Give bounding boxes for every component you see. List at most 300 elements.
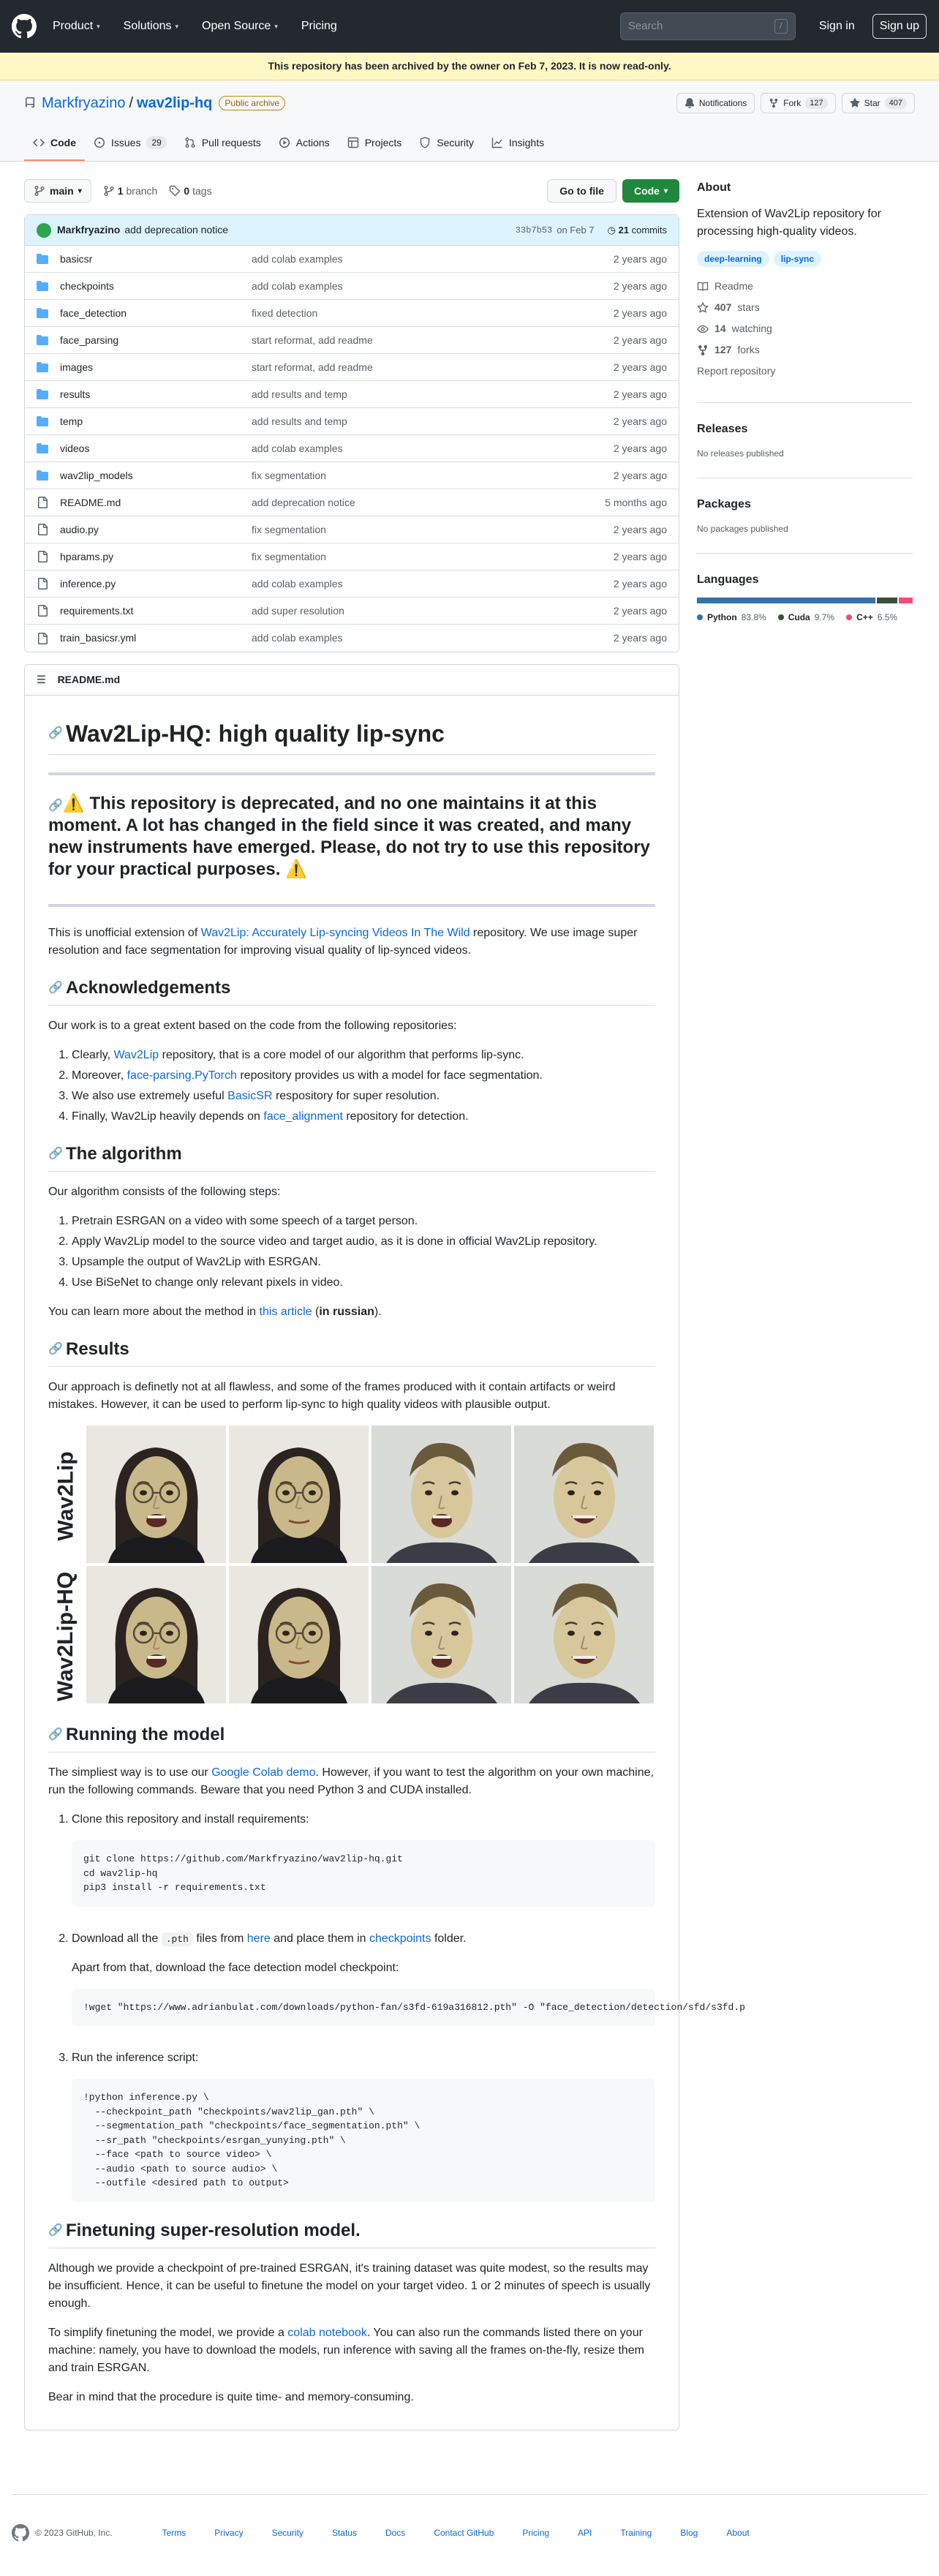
nav-product[interactable] xyxy=(53,18,100,35)
row-label-wav2lip-hq: Wav2Lip-HQ xyxy=(53,1571,78,1701)
releases-section xyxy=(697,421,913,478)
running-paragraph xyxy=(48,1764,655,1799)
file-name-link[interactable]: face_parsing xyxy=(60,334,119,346)
deprecation-text: ⚠️ This repository is deprecated, and no one maintains it at this moment. A lot has changed in the field since it was created, and many new instruments have emerged. Please, do not try to use this repository for your practical purposes. ⚠️ xyxy=(48,794,650,879)
text: Finally, Wav2Lip heavily depends on xyxy=(72,1110,264,1123)
table-row[interactable] xyxy=(25,381,679,408)
fork-icon xyxy=(697,344,709,356)
list-item xyxy=(72,1930,745,2027)
result-frame-image xyxy=(229,1426,369,1563)
list-item xyxy=(72,1088,655,1105)
text: Clearly, xyxy=(72,1049,114,1061)
list-item: 2. Apply Wav2Lip model to the source video and target audio, as it is done in official Wav2Lip repository. xyxy=(72,1233,655,1251)
table-row[interactable] xyxy=(25,408,679,435)
nav-pricing[interactable] xyxy=(301,18,337,35)
forks-link[interactable] xyxy=(697,342,913,358)
tab-code[interactable] xyxy=(24,126,85,161)
text: in russian xyxy=(319,1306,374,1318)
file-name-link[interactable]: wav2lip_models xyxy=(60,469,133,481)
repo-link[interactable]: Wav2Lip xyxy=(113,1049,159,1061)
text: . However, if you want to test the algorithm on your own machine, run the following commands. Beware that you need Python 3 and CUDA installed. xyxy=(48,1766,654,1796)
anchor-link-icon[interactable]: 🔗 xyxy=(48,1148,63,1160)
commit-sha[interactable]: 33b7b53 xyxy=(515,225,553,236)
stars-label: stars xyxy=(737,301,760,313)
file-name-link[interactable]: audio.py xyxy=(60,523,99,535)
run-steps xyxy=(48,1811,745,2202)
about-heading: About xyxy=(697,181,731,194)
intro-paragraph xyxy=(48,924,655,960)
repo-separator: / xyxy=(129,95,134,111)
language-item[interactable] xyxy=(778,611,834,624)
latest-commit xyxy=(25,215,679,246)
commit-message-link[interactable]: start reformat, add readme xyxy=(252,334,373,346)
list-item xyxy=(72,1047,655,1064)
tab-label: Code xyxy=(50,136,76,148)
file-list xyxy=(25,246,679,652)
star-label: Star xyxy=(864,98,880,108)
footer-link[interactable]: API xyxy=(578,2528,592,2538)
releases-heading[interactable]: Releases xyxy=(697,423,748,435)
colab-notebook-link[interactable]: colab notebook xyxy=(287,2326,367,2339)
row-labels xyxy=(48,1426,83,1706)
list-icon[interactable]: ☰ xyxy=(37,674,46,685)
stars-link[interactable] xyxy=(697,300,913,315)
file-name-link[interactable]: results xyxy=(60,388,91,400)
file-icon xyxy=(37,633,48,644)
chevron-down-icon: ▾ xyxy=(97,23,100,31)
fork-label: Fork xyxy=(783,98,802,108)
code-block[interactable]: !python inference.py \ --checkpoint_path "checkpoints/wav2lip_gan.pth" \ --segmentation_path "checkpoints/face_segmentation.pth" \ --sr_path "checkpoints/esrgan_yunying.pth" \ --face <path to source video> \ --audio <path to source audio> \ --outfile <desired path to output> xyxy=(72,2079,655,2202)
list-item xyxy=(72,2049,655,2202)
file-icon xyxy=(37,605,48,617)
row-label xyxy=(48,1566,83,1706)
topic-tag[interactable]: lip-sync xyxy=(774,251,821,267)
algorithm-heading xyxy=(48,1143,655,1172)
repo-title-row xyxy=(24,80,915,126)
text: respository for super resolution. xyxy=(272,1090,440,1102)
graph-icon xyxy=(491,137,503,148)
folder-icon xyxy=(37,442,48,454)
language-item[interactable] xyxy=(846,611,897,624)
code-button[interactable] xyxy=(622,179,679,203)
text: repository, that is a core model of our algorithm that performs lip-sync. xyxy=(159,1049,524,1061)
code-block[interactable]: !wget "https://www.adrianbulat.com/downloads/python-fan/s3fd-619a316812.pth" -O "face_detection/detection/sfd/s3fd.p xyxy=(72,1989,655,2027)
row-label-wav2lip: Wav2Lip xyxy=(53,1450,78,1541)
eye-icon xyxy=(697,323,709,335)
watching-link[interactable] xyxy=(697,321,913,336)
language-list xyxy=(697,611,913,624)
text: This is unofficial extension of xyxy=(48,927,201,939)
chevron-down-icon: ▾ xyxy=(663,187,668,195)
text: repository for detection. xyxy=(342,1110,469,1123)
tags-label: tags xyxy=(192,184,212,197)
search-input[interactable] xyxy=(620,12,796,40)
list-item xyxy=(72,1811,655,1907)
deprecation-notice xyxy=(48,793,655,886)
go-to-file-button[interactable]: Go to file xyxy=(547,179,616,203)
branch-icon xyxy=(103,185,115,197)
star-count: 407 xyxy=(885,97,907,110)
result-frame-image xyxy=(372,1566,511,1703)
branch-select-button[interactable] xyxy=(24,179,91,203)
search-placeholder: Search xyxy=(627,19,663,32)
divider xyxy=(48,904,655,907)
star-icon xyxy=(697,302,709,314)
anchor-link-icon[interactable]: 🔗 xyxy=(48,727,63,739)
header-right xyxy=(620,12,927,40)
list-item: 4. Use BiSeNet to change only relevant pixels in video. xyxy=(72,1274,655,1292)
footer-link[interactable]: Docs xyxy=(385,2528,406,2538)
file-name-link[interactable]: checkpoints xyxy=(60,279,114,292)
commit-count-label: commits xyxy=(631,224,667,236)
topics xyxy=(697,251,913,267)
file-icon xyxy=(37,551,48,562)
readme-filename[interactable]: README.md xyxy=(57,674,121,685)
file-age: 2 years ago xyxy=(613,604,667,617)
fork-button[interactable] xyxy=(761,93,835,113)
watching-count: 14 xyxy=(714,323,726,334)
footer-link[interactable]: Privacy xyxy=(214,2528,244,2538)
footer-copyright: © 2023 GitHub, Inc. xyxy=(35,2528,113,2538)
finetune-paragraph: Although we provide a checkpoint of pre-trained ESRGAN, it's training dataset was quite modest, so the results may be insufficient. Hence, it can be useful to finetune the model on your target video. 1 or 2 minutes of speech is usually enough. xyxy=(48,2261,651,2310)
file-name-link[interactable]: basicsr xyxy=(60,252,93,265)
text: To simplify finetuning the model, we provide a xyxy=(48,2326,288,2339)
tab-issues[interactable] xyxy=(85,126,176,161)
tags-link[interactable] xyxy=(169,184,211,199)
stars-count: 407 xyxy=(714,301,732,313)
anchor-link-icon[interactable]: 🔗 xyxy=(48,982,63,994)
file-name-link[interactable]: requirements.txt xyxy=(60,604,134,617)
tab-label: Projects xyxy=(364,136,402,148)
table-row[interactable] xyxy=(25,625,679,652)
file-name-link[interactable]: images xyxy=(60,361,94,373)
tab-security[interactable] xyxy=(410,126,483,161)
sign-up-button[interactable]: Sign up xyxy=(872,14,927,39)
table-row[interactable] xyxy=(25,598,679,625)
result-frame-image xyxy=(372,1426,511,1563)
releases-empty: No releases published xyxy=(697,448,784,459)
repo-link[interactable]: BasicSR xyxy=(227,1090,273,1102)
history-icon: ◷ xyxy=(607,224,616,236)
ack-list xyxy=(48,1047,655,1126)
anchor-link-icon[interactable]: 🔗 xyxy=(48,1728,63,1741)
readme-title-text: Wav2Lip-HQ: high quality lip-sync xyxy=(66,720,445,747)
wav2lip-paper-link[interactable]: Wav2Lip: Accurately Lip-syncing Videos In The Wild xyxy=(200,927,470,939)
table-row[interactable] xyxy=(25,246,679,273)
text: files from xyxy=(192,1932,247,1945)
nav-label: Product xyxy=(53,20,94,32)
file-age: 2 years ago xyxy=(613,306,667,319)
archive-banner: This repository has been archived by the owner on Feb 7, 2023. It is now read-only. xyxy=(0,53,939,80)
heading-text: The algorithm xyxy=(66,1144,182,1164)
step-text: Clone this repository and install requirements: xyxy=(72,1813,309,1826)
readme xyxy=(24,664,745,2430)
report-repository-link[interactable]: Report repository xyxy=(697,365,776,377)
commit-message-link[interactable]: fix segmentation xyxy=(252,550,326,562)
notifications-label: Notifications xyxy=(698,98,747,108)
language-item[interactable] xyxy=(697,611,766,624)
chevron-down-icon: ▾ xyxy=(78,187,82,195)
shield-icon xyxy=(419,137,431,148)
anchor-link-icon[interactable]: 🔗 xyxy=(48,2223,63,2237)
text: Moreover, xyxy=(72,1069,127,1082)
footer-link[interactable]: Terms xyxy=(162,2528,186,2538)
file-browser xyxy=(24,214,679,652)
repo-title xyxy=(42,92,212,114)
commit-message-link[interactable]: add results and temp xyxy=(252,415,347,427)
play-circle-icon xyxy=(279,137,290,148)
footer-link[interactable]: Status xyxy=(331,2528,357,2538)
repo-name-link[interactable]: wav2lip-hq xyxy=(137,95,213,111)
file-name-link[interactable]: train_basicsr.yml xyxy=(60,632,137,644)
acknowledgements-heading xyxy=(48,977,655,1006)
file-name-link[interactable]: face_detection xyxy=(60,306,127,319)
footer-link[interactable]: About xyxy=(726,2528,750,2538)
fork-count: 127 xyxy=(805,97,827,110)
result-frame-image xyxy=(86,1426,226,1563)
file-age: 2 years ago xyxy=(613,334,667,346)
file-age: 2 years ago xyxy=(613,415,667,427)
about-section xyxy=(697,179,913,403)
language-percent: 83.8% xyxy=(741,612,766,622)
star-button[interactable] xyxy=(842,93,915,113)
footer-links xyxy=(162,2526,750,2539)
footer-link[interactable]: Pricing xyxy=(522,2528,550,2538)
results-heading xyxy=(48,1338,655,1367)
checkpoints-link[interactable]: checkpoints xyxy=(369,1932,431,1945)
sign-in-link[interactable]: Sign in xyxy=(818,20,855,32)
footer-link[interactable]: Training xyxy=(620,2528,652,2538)
commit-message-link[interactable]: fixed detection xyxy=(252,306,318,319)
table-row[interactable] xyxy=(25,543,679,570)
table-row[interactable] xyxy=(25,300,679,327)
file-age: 2 years ago xyxy=(613,632,667,644)
commit-message-link[interactable]: add results and temp xyxy=(252,388,347,400)
tab-insights[interactable] xyxy=(483,126,553,161)
packages-section xyxy=(697,496,913,554)
watching-label: watching xyxy=(731,323,772,334)
language-bar-segment xyxy=(877,598,897,603)
language-percent: 6.5% xyxy=(877,612,898,622)
file-name-link[interactable]: hparams.py xyxy=(60,550,114,562)
folder-icon xyxy=(37,415,48,427)
finetune-paragraph xyxy=(48,2324,655,2377)
repo-tabs xyxy=(24,126,915,161)
forks-label: forks xyxy=(737,344,760,355)
text: repository. We use image super resolution and face segmentation for improving visual quality of lip-synced videos. xyxy=(48,927,638,957)
list-item xyxy=(72,1067,655,1085)
language-name: Python xyxy=(707,612,737,622)
folder-icon xyxy=(37,361,48,373)
heading-text: Acknowledgements xyxy=(66,978,231,998)
footer-link[interactable]: Contact GitHub xyxy=(434,2528,494,2538)
folder-icon xyxy=(37,388,48,400)
finetune-paragraph: Bear in mind that the procedure is quite time- and memory-consuming. xyxy=(48,2390,414,2403)
readme-body xyxy=(25,696,745,2430)
footer-link[interactable]: Blog xyxy=(680,2528,698,2538)
file-icon xyxy=(37,578,48,590)
repo-layout xyxy=(0,162,939,2430)
step-text: Run the inference script: xyxy=(72,2052,199,2064)
text: folder. xyxy=(431,1932,467,1945)
result-frames xyxy=(86,1426,654,1706)
table-row[interactable] xyxy=(25,435,679,462)
finetuning-heading xyxy=(48,2220,655,2248)
tab-label: Insights xyxy=(508,136,545,148)
anchor-link-icon[interactable]: 🔗 xyxy=(48,1343,63,1355)
commit-message-link[interactable]: add colab examples xyxy=(252,577,343,590)
commit-author[interactable]: Markfryazino xyxy=(57,224,121,236)
footer-link[interactable]: Security xyxy=(271,2528,303,2538)
topic-tag[interactable]: deep-learning xyxy=(697,251,769,267)
commit-message-link[interactable]: add colab examples xyxy=(252,279,343,292)
file-name-link[interactable]: README.md xyxy=(60,496,121,508)
code-block[interactable]: git clone https://github.com/Markfryazino/wav2lip-hq.git cd wav2lip-hq pip3 install -r requirements.txt xyxy=(72,1840,655,1907)
table-row[interactable] xyxy=(25,462,679,489)
text: repository provides us with a model for face segmentation. xyxy=(236,1069,543,1082)
search-shortcut-key: / xyxy=(774,19,788,34)
heading-text: Running the model xyxy=(66,1725,225,1744)
repo-link[interactable]: face-parsing.PyTorch xyxy=(127,1069,237,1082)
repo-icon xyxy=(24,97,36,109)
avatar[interactable] xyxy=(37,223,51,238)
row-label xyxy=(48,1426,83,1566)
file-age: 2 years ago xyxy=(613,469,667,481)
commit-message-link[interactable]: fix segmentation xyxy=(252,523,326,535)
tab-projects[interactable] xyxy=(339,126,411,161)
commit-message[interactable]: add deprecation notice xyxy=(124,224,229,236)
language-name: C++ xyxy=(856,612,873,622)
colab-demo-link[interactable]: Google Colab demo xyxy=(211,1766,316,1779)
anchor-link-icon[interactable]: 🔗 xyxy=(48,799,63,812)
fork-icon xyxy=(769,98,779,108)
tag-icon xyxy=(169,185,181,197)
download-link[interactable]: here xyxy=(246,1932,271,1945)
visibility-badge: Public archive xyxy=(219,96,285,110)
global-header xyxy=(0,0,939,53)
nav-solutions[interactable] xyxy=(124,18,178,35)
table-icon xyxy=(347,137,359,148)
languages-section xyxy=(697,571,913,624)
table-row[interactable] xyxy=(25,273,679,300)
forks-count: 127 xyxy=(714,344,732,355)
results-comparison-image xyxy=(48,1426,655,1706)
file-age: 2 years ago xyxy=(613,361,667,373)
text: and place them in xyxy=(270,1932,369,1945)
language-percent: 9.7% xyxy=(814,612,835,622)
file-name-link[interactable]: inference.py xyxy=(60,577,116,590)
language-bar-segment xyxy=(697,598,875,603)
readme-link[interactable] xyxy=(697,279,913,294)
learn-more-paragraph xyxy=(48,1303,655,1321)
pull-request-icon xyxy=(184,137,196,148)
text: . You can also run the commands listed there on your machine: namely, you have to download the models, run inference with saving all the frames on-the-fly, resize them and train ESRGAN. xyxy=(48,2326,644,2374)
branches-link[interactable] xyxy=(103,184,158,199)
algo-steps xyxy=(48,1213,655,1292)
table-row[interactable] xyxy=(25,327,679,354)
tab-label: Pull requests xyxy=(201,136,261,148)
file-name-link[interactable]: videos xyxy=(60,442,90,454)
text: The simpliest way is to use our xyxy=(48,1766,212,1779)
branches-label: branch xyxy=(126,184,158,197)
footer xyxy=(12,2494,927,2542)
language-color-dot xyxy=(846,614,852,620)
branch-name: main xyxy=(50,184,74,197)
folder-icon xyxy=(37,253,48,265)
branches-count: 1 xyxy=(117,184,124,197)
repo-actions xyxy=(676,93,915,113)
nav-label: Pricing xyxy=(301,20,337,32)
issues-count: 29 xyxy=(146,136,166,149)
commit-message-link[interactable]: add super resolution xyxy=(252,604,344,617)
commit-message-link[interactable]: add colab examples xyxy=(252,442,343,454)
folder-icon xyxy=(37,470,48,481)
file-navigation xyxy=(24,179,679,203)
file-age: 2 years ago xyxy=(613,279,667,292)
commit-count: 21 xyxy=(618,224,629,236)
table-row[interactable] xyxy=(25,516,679,543)
repo-owner-link[interactable]: Markfryazino xyxy=(42,95,126,111)
file-age: 2 years ago xyxy=(613,252,667,265)
table-row[interactable] xyxy=(25,570,679,598)
commit-message-link[interactable]: add colab examples xyxy=(252,252,343,265)
file-age: 2 years ago xyxy=(613,550,667,562)
ack-intro: Our work is to a great extent based on the code from the following repositories: xyxy=(48,1020,457,1032)
language-bar-segment xyxy=(899,598,913,603)
table-row[interactable] xyxy=(25,489,679,516)
inline-code: .pth xyxy=(162,1932,193,1946)
file-age: 2 years ago xyxy=(613,388,667,400)
readme-title xyxy=(48,719,655,755)
folder-icon xyxy=(37,307,48,319)
text: You can learn more about the method in xyxy=(48,1306,260,1318)
file-age: 2 years ago xyxy=(613,577,667,590)
nav-open-source[interactable] xyxy=(202,18,278,35)
list-item: 3. Upsample the output of Wav2Lip with ESRGAN. xyxy=(72,1254,655,1271)
file-name-link[interactable]: temp xyxy=(60,415,83,427)
heading-text: Finetuning super-resolution model. xyxy=(66,2220,361,2240)
folder-icon xyxy=(37,280,48,292)
text: ). xyxy=(374,1306,382,1318)
commit-message-link[interactable]: add deprecation notice xyxy=(252,496,355,508)
commit-history-link[interactable] xyxy=(608,223,667,238)
nav-label: Solutions xyxy=(123,20,172,32)
notifications-button[interactable] xyxy=(676,93,755,113)
result-frame-image xyxy=(229,1566,369,1703)
bell-icon xyxy=(685,98,695,108)
tab-label: Security xyxy=(437,136,474,148)
divider xyxy=(48,772,655,775)
chevron-down-icon: ▾ xyxy=(274,23,278,31)
step-subtext: Apart from that, download the face detection model checkpoint: xyxy=(72,1961,399,1974)
tab-actions[interactable] xyxy=(270,126,339,161)
commit-meta xyxy=(516,223,667,238)
packages-heading[interactable]: Packages xyxy=(697,498,751,511)
repo-link[interactable]: face_alignment xyxy=(263,1110,343,1123)
table-row[interactable] xyxy=(25,354,679,381)
article-link[interactable]: this article xyxy=(259,1306,312,1318)
commit-message-link[interactable]: add colab examples xyxy=(252,632,343,644)
tab-pull-requests[interactable] xyxy=(176,126,270,161)
github-logo-icon[interactable] xyxy=(12,14,37,39)
file-age: 5 months ago xyxy=(605,496,667,508)
issue-icon xyxy=(94,137,105,148)
tags-count: 0 xyxy=(184,184,190,197)
commit-message-link[interactable]: start reformat, add readme xyxy=(252,361,373,373)
commit-message-link[interactable]: fix segmentation xyxy=(252,469,326,481)
global-nav xyxy=(53,18,337,35)
github-logo-icon[interactable] xyxy=(12,2524,29,2542)
